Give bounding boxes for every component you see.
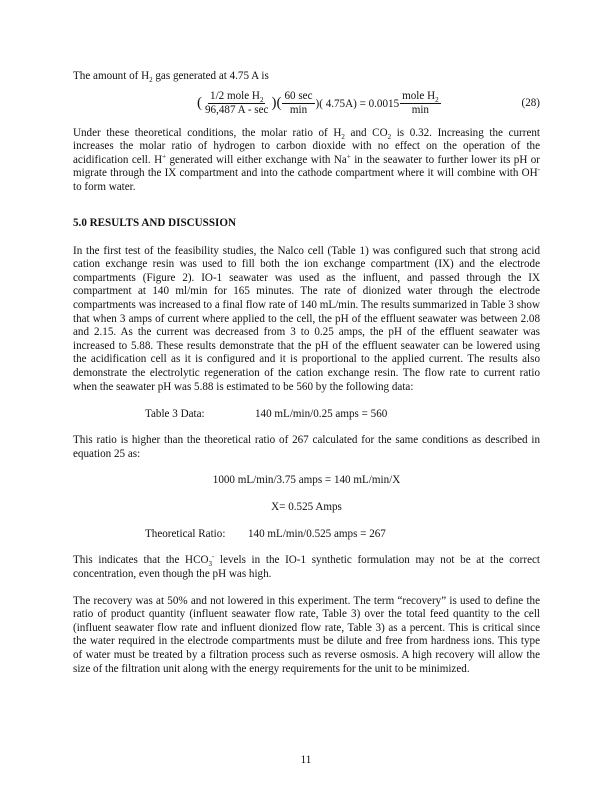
page-body	[73, 70, 540, 676]
paragraph-ratio: This ratio is higher than the theoretical ratio of 267 calculated for the same conditions as described in equation 25 as:	[73, 434, 540, 460]
fraction-sec-per-min: $\frac{60 \sec}{\min}$	[284, 90, 313, 117]
equation-expression: ( $\frac{1/2 mole H_2}{96,487 A - \sec}$ )( $\frac{60 \sec}{\min}$ )( 4.75A) = 0.0015 $\frac{mole H_2}{\min}$	[197, 90, 439, 117]
calc-line-1: 1000 mL/min/3.75 amps = 140 mL/min/X	[212, 474, 401, 487]
calc-line-2: X= 0.525 Amps	[271, 500, 342, 513]
page-number: 11	[300, 754, 312, 766]
fraction-mole-h2: $\frac{1/2 mole H_2}{96,487 A - \sec}$	[205, 90, 269, 117]
equation-number: (28)	[521, 96, 540, 109]
theoretical-ratio-line: Theoretical Ratio: 140 mL/min/0.525 amps = 267	[145, 528, 386, 541]
fraction-result-units: $\frac{mole H_2}{\min}$	[402, 90, 439, 117]
table3-data-line: Table 3 Data: 140 mL/min/0.25 amps = 560	[145, 408, 388, 421]
equation-28	[73, 87, 540, 121]
paragraph-recovery: The recovery was at 50% and not lowered in this experiment. The term “recovery” is used to define the ratio of product quantity (influent seawater flow rate, Table 3) over the total feed quantity to the cell (influent seawater flow rate and influent dionized flow rate, Table 3) as a percent. This is critical since the water required in the electrode compartments must be dilute and free from hardness ions. This type of water must be treated by a filtration process such as reverse osmosis. A high recovery will allow the size of the filtration unit along with the energy requirements for the unit to be minimized.	[73, 594, 540, 675]
paragraph-hco3: This indicates that the $HCO_3^-$ levels in the IO-1 synthetic formulation may not be at the correct concentration, even though the pH was high.	[73, 552, 541, 581]
paragraph-molar-ratio: Under these theoretical conditions, the molar ratio of $H_2$ and $CO_2$ is 0.32. Increasing the current increases the molar ratio of hydrogen to carbon dioxide with no effect on the operation of the acidification cell. H+ generated will either exchange with Na+ in the seawater to further lower its pH or migrate through the IX compartment and into the cathode compartment where it will combine with OH- to form water.	[73, 126, 541, 193]
section-heading: 5.0 RESULTS AND DISCUSSION	[73, 216, 236, 229]
intro-sentence: The amount of $H_2$ gas generated at 4.75 A is	[73, 70, 269, 85]
paragraph-feasibility: In the first test of the feasibility studies, the Nalco cell (Table 1) was configured such that strong acid cation exchange resin was used to fill both the ion exchange compartment (IX) and the electrode compartments (Figure 2). IO-1 seawater was used as the influent, and passed through the IX compartment at 140 ml/min for 165 minutes. The rate of dionized water through the electrode compartments was increased to a final flow rate of 140 mL/min. The results summarized in Table 3 show that when 3 amps of current where applied to the cell, the pH of the effluent seawater was between 2.08 and 2.15. As the current was decreased from 3 to 0.25 amps, the pH of the effluent seawater was increased to 5.88. These results demonstrate that the pH of the effluent seawater can be lowered using the acidification cell as it is configured and it is proportional to the applied current. The results also demonstrate the electrolytic regeneration of the cation exchange resin. The flow rate to current ratio when the seawater pH was 5.88 is estimated to be 560 by the following data:	[73, 244, 540, 393]
